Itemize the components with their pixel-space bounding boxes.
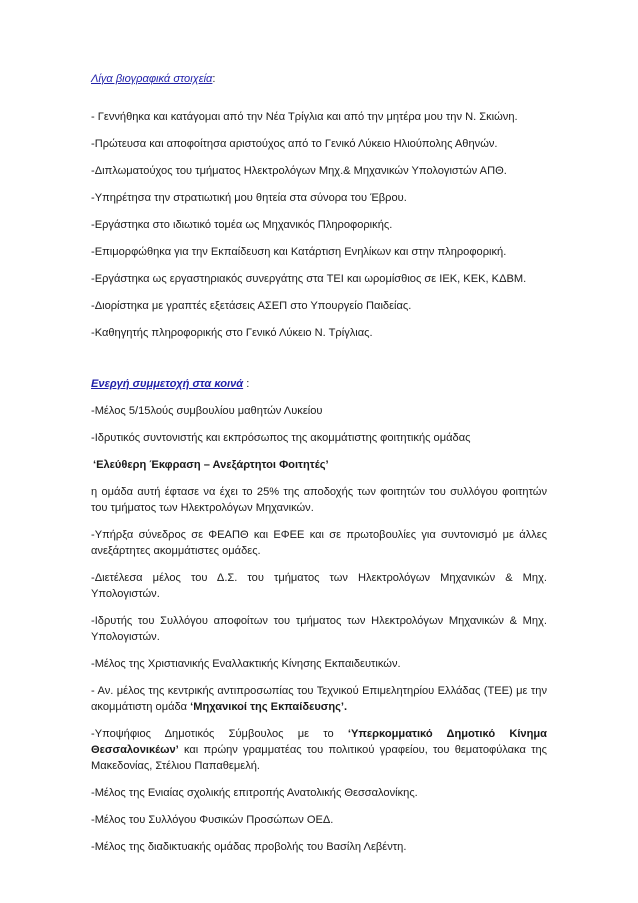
civic-item	[91, 683, 547, 715]
civic-heading	[91, 376, 547, 392]
civic-item: -Μέλος του Συλλόγου Φυσικών Προσώπων ΟΕΔ.	[91, 814, 334, 826]
civic-heading-suffix: :	[243, 378, 250, 390]
civic-item: -Μέλος 5/15λούς συμβουλίου μαθητών Λυκείου	[91, 405, 323, 417]
bio-heading-title: Λίγα βιογραφικά στοιχεία	[91, 73, 213, 85]
civic-item-text: -Υποψήφιος Δημοτικός Σύμβουλος με το	[91, 728, 348, 740]
bio-item: -Καθηγητής πληροφορικής στο Γενικό Λύκειο Ν. Τρίγλιας.	[91, 327, 373, 339]
bio-heading	[91, 71, 547, 87]
bio-heading-suffix: :	[212, 73, 216, 85]
bio-item: -Επιμορφώθηκα για την Εκπαίδευση και Κατάρτιση Ενηλίκων και στην πληροφορική.	[91, 246, 507, 258]
civic-item: -Ιδρυτής του Συλλόγου αποφοίτων του τμήματος των Ηλεκτρολόγων Μηχανικών & Μηχ. Υπολογιστών.	[91, 615, 547, 643]
bio-item: - Γεννήθηκα και κατάγομαι από την Νέα Τρίγλια και από την μητέρα μου την Ν. Σκιώνη.	[91, 111, 518, 123]
civic-item: -Μέλος της Ενιαίας σχολικής επιτροπής Ανατολικής Θεσσαλονίκης.	[91, 787, 418, 799]
bio-item: -Διπλωματούχος του τμήματος Ηλεκτρολόγων Μηχ.& Μηχανικών Υπολογιστών ΑΠΘ.	[91, 165, 507, 177]
civic-item: -Μέλος της Χριστιανικής Εναλλακτικής Κίνησης Εκπαιδευτικών.	[91, 658, 401, 670]
bio-item: -Διορίστηκα με γραπτές εξετάσεις ΑΣΕΠ στο Υπουργείο Παιδείας.	[91, 300, 412, 312]
document-content	[91, 71, 547, 866]
civic-item: -Υπήρξα σύνεδρος σε ΦΕΑΠΘ και ΕΦΕΕ και σε πρωτοβουλίες για συντονισμό με άλλες ανεξάρτητες ακομμάτιστες ομάδες.	[91, 529, 547, 557]
civic-item-text: - Αν. μέλος της κεντρικής αντιπροσωπίας του Τεχνικού Επιμελητηρίου Ελλάδας (ΤΕΕ) με την ακομμάτιστη ομάδα	[91, 685, 547, 713]
engineers-group-name: ‘Μηχανικοί της Εκπαίδευσης’.	[190, 701, 348, 713]
section-spacer	[91, 352, 547, 376]
bio-item: -Εργάστηκα ως εργαστηριακός συνεργάτης στα ΤΕΙ και ωρομίσθιος σε ΙΕΚ, ΚΕΚ, ΚΔΒΜ.	[91, 273, 527, 285]
civic-item-text: και πρώην γραμματέας του πολιτικού γραφείου, του θεματοφύλακα της Μακεδονίας, Στέλιου Παπαθεμελή.	[91, 744, 547, 772]
bio-item: -Εργάστηκα στο ιδιωτικό τομέα ως Μηχανικός Πληροφορικής.	[91, 219, 393, 231]
civic-item: -Μέλος της διαδικτυακής ομάδας προβολής του Βασίλη Λεβέντη.	[91, 841, 407, 853]
bio-item: -Υπηρέτησα την στρατιωτική μου θητεία στα σύνορα του Έβρου.	[91, 192, 407, 204]
civic-item: -Διετέλεσα μέλος του Δ.Σ. του τμήματος των Ηλεκτρολόγων Μηχανικών & Μηχ. Υπολογιστών.	[91, 572, 547, 600]
civic-item	[91, 726, 547, 774]
student-group-name: ‘Ελεύθερη Έκφραση – Ανεξάρτητοι Φοιτητές’	[93, 459, 329, 471]
civic-heading-title: Ενεργή συμμετοχή στα κοινά	[91, 378, 244, 390]
municipal-movement-name: ‘Υπερκομματικό Δημοτικό Κίνημα Θεσσαλονικέων’	[91, 728, 547, 756]
bio-item: -Πρώτευσα και αποφοίτησα αριστούχος από το Γενικό Λύκειο Ηλιούπολης Αθηνών.	[91, 138, 498, 150]
civic-item: η ομάδα αυτή έφτασε να έχει το 25% της αποδοχής των φοιτητών του συλλόγου φοιτητών του τμήματος των Ηλεκτρολόγων Μηχανικών.	[91, 486, 547, 514]
civic-item: -Ιδρυτικός συντονιστής και εκπρόσωπος της ακομμάτιστης φοιτητικής ομάδας	[91, 432, 471, 444]
